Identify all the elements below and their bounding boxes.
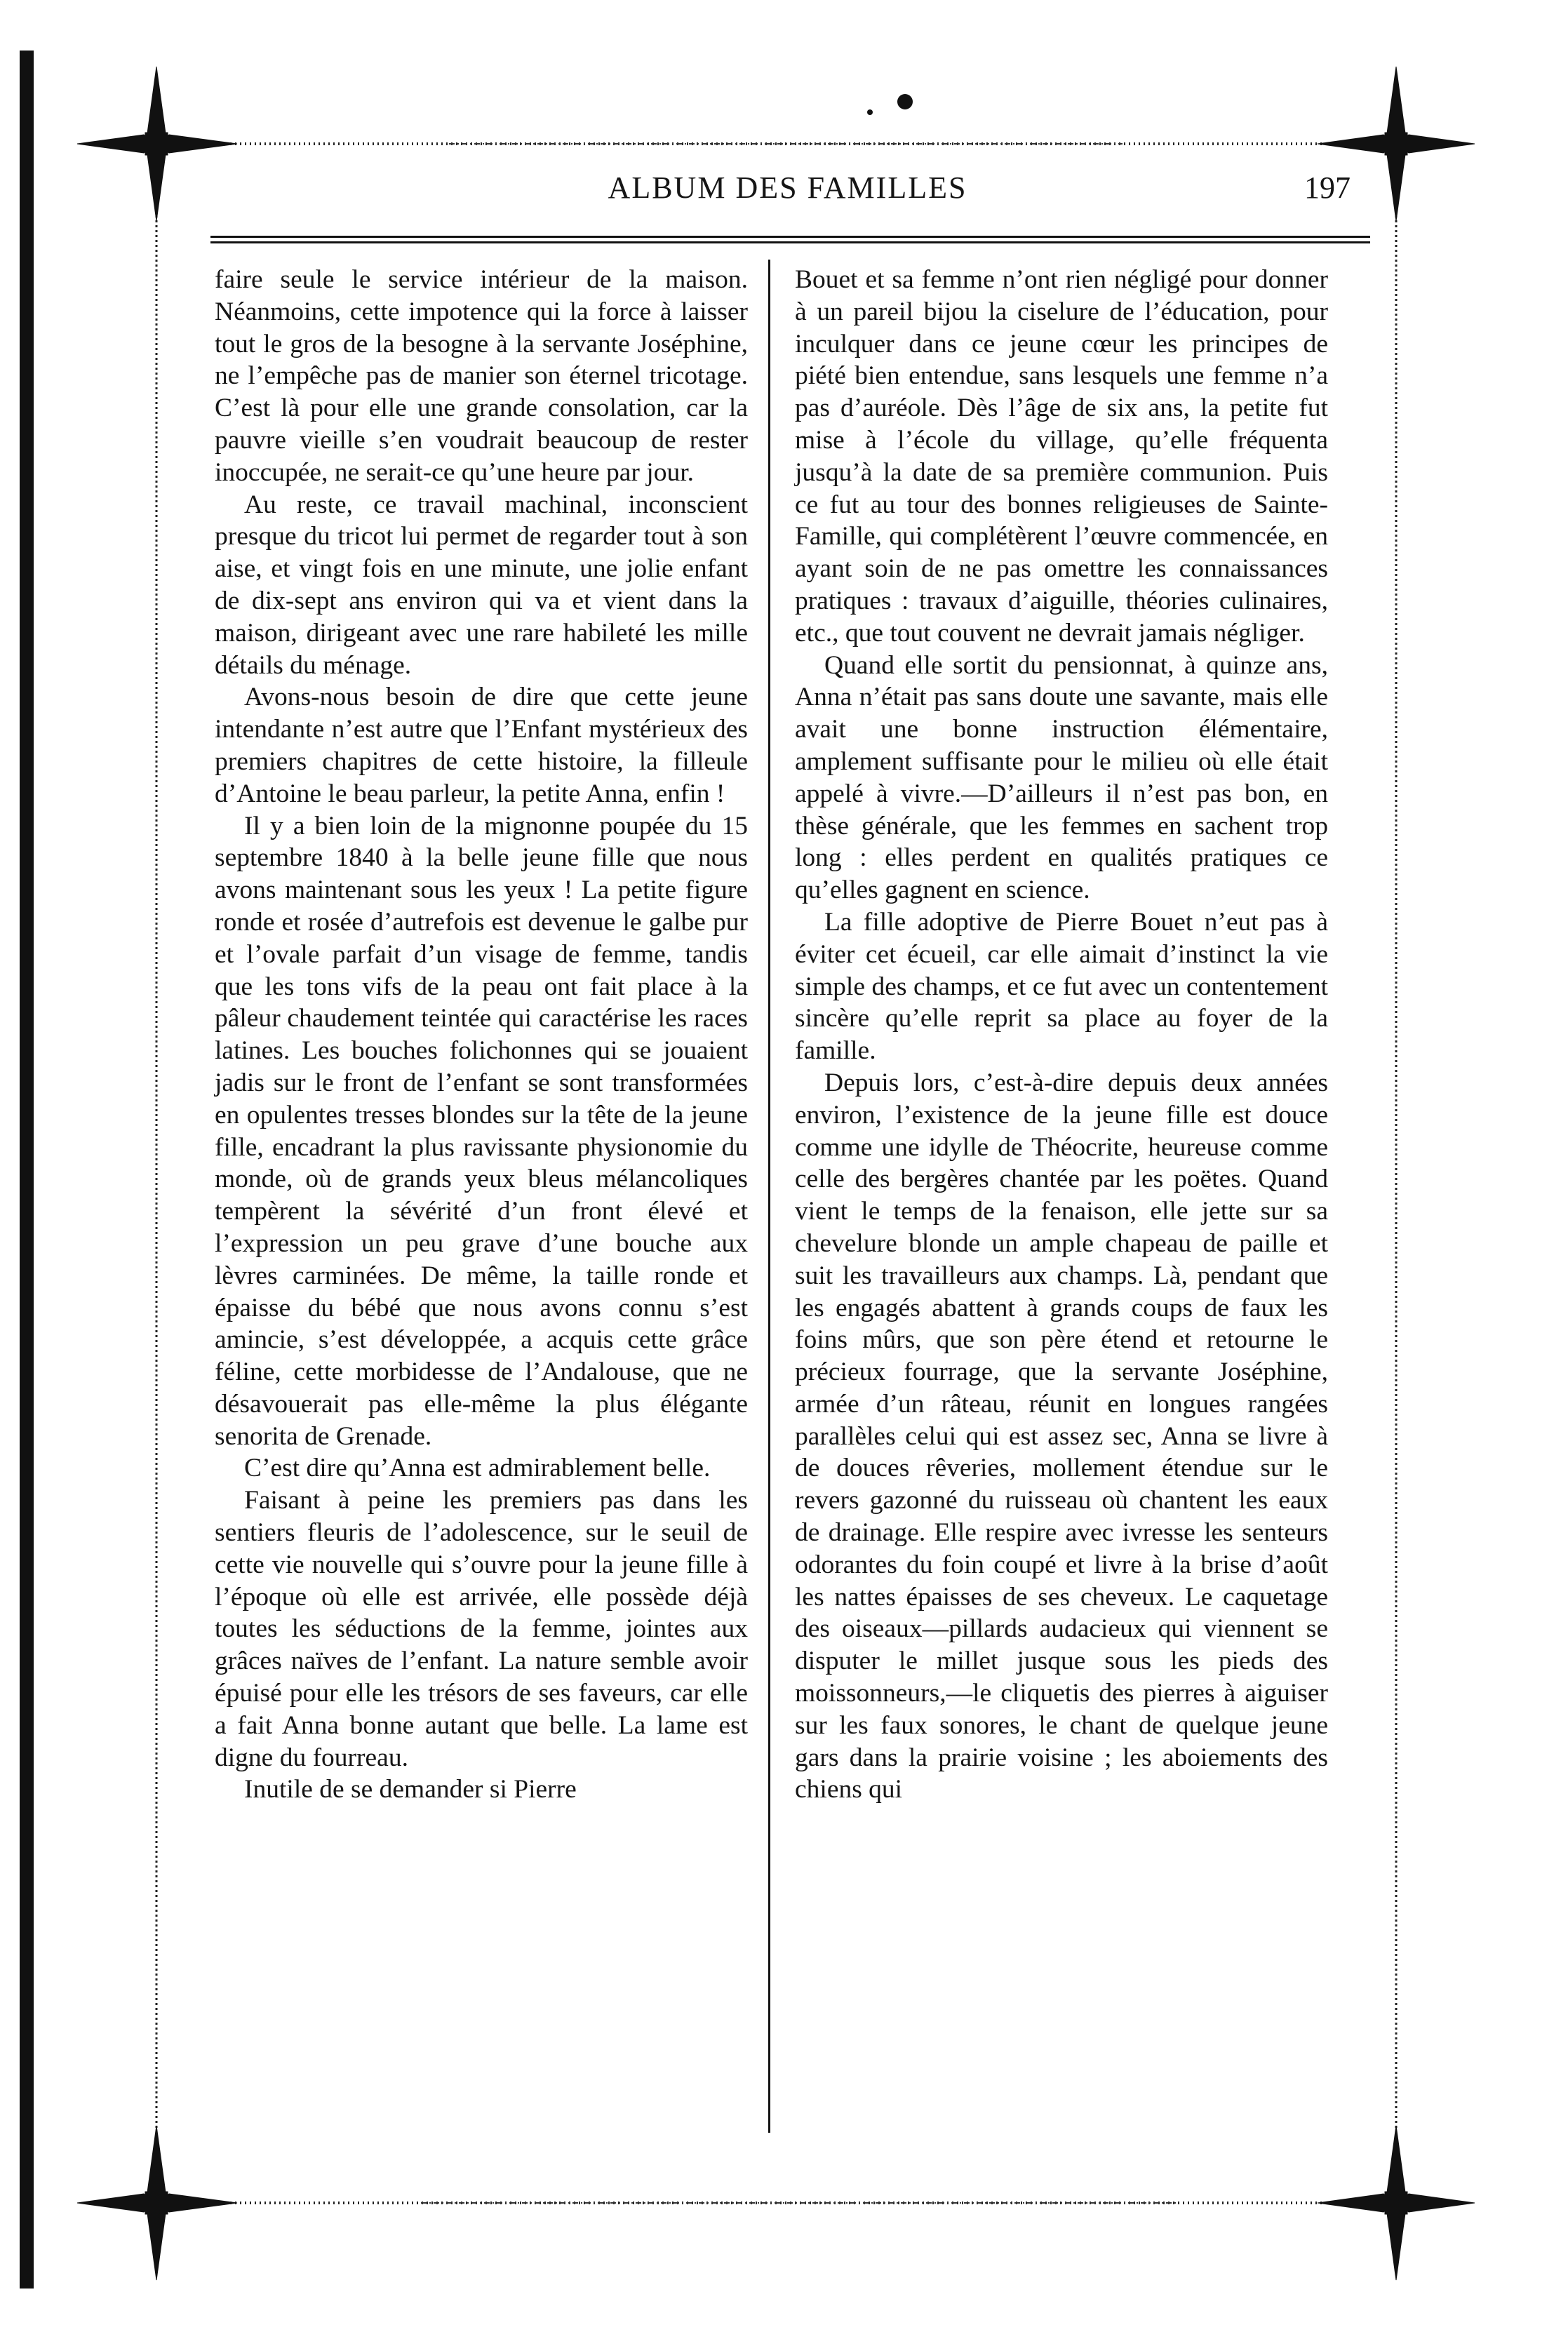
- top-border-line: [210, 94, 1368, 144]
- left-text-column: [215, 264, 748, 2130]
- corner-ornament-bottom-right: [1318, 2126, 1475, 2280]
- paragraph: Au reste, ce travail machinal, inconscient presque du tricot lui permet de regarder tout à son aise, et vingt fois en une minute, une jolie enfant de dix-sept ans environ qui va et vient dans la maison, dirigeant avec une rare habileté les mille détails du ménage.: [215, 490, 748, 680]
- right-text-column: [795, 264, 1328, 2130]
- paragraph: Depuis lors, c’est-à-dire depuis deux années environ, l’existence de la jeune fille est douce comme une idylle de Théocrite, heureuse comme celle des bergères chantée par les poëtes. Quand vient le temps de la fenaison, elle jette sur sa chevelure blonde un ample chapeau de paille et suit les travailleurs aux champs. Là, pendant que les engagés abattent à grands coups de faux les foins mûrs, que son père étend et retourne le précieux fourrage, que la servante Joséphine, armée d’un râteau, réunit en longues rangées parallèles celui qui est assez sec, Anna se livre à de douces rêveries, mollement étendue sur le revers gazonné du ruisseau où chantent les eaux de drainage. Elle respire avec ivresse les senteurs odorantes du foin coupé et livre à la brise d’août les nattes épaisses de ses cheveux. Le caquetage des oiseaux—pillards audacieux qui viennent se disputer le millet jusque sous les pieds des moissonneurs,—le cliquetis des pierres à aiguiser sur les faux sonores, le chant de quelque jeune gars dans la prairie voisine ; les aboiements des chiens qui: [795, 1068, 1328, 1804]
- paragraph: Quand elle sortit du pensionnat, à quinze ans, Anna n’était pas sans doute une savante, mais elle avait une bonne instruction élémentaire, amplement suffisante pour le milieu où elle était appelé à vivre.—D’ailleurs il n’est pas bon, en thèse générale, que les femmes en sachent trop long : elles perdent en qualités pratiques ce qu’elles gagnent en science.: [795, 650, 1328, 905]
- paragraph: faire seule le service intérieur de la maison. Néanmoins, cette impotence qui la force à laisser tout le gros de la besogne à la servante Joséphine, ne l’empêche pas de manier son éternel tricotage. C’est là pour elle une grande consolation, car la pauvre vieille s’en voudrait beaucoup de rester inoccupée, ne serait-ce qu’une heure par jour.: [215, 265, 748, 487]
- header-rule-lower: [210, 241, 1370, 243]
- page-number: 197: [1304, 170, 1351, 205]
- header-rule-upper: [210, 236, 1370, 238]
- corner-ornament-bottom-left: [77, 2126, 237, 2280]
- column-divider: [768, 260, 770, 2133]
- paragraph: La fille adoptive de Pierre Bouet n’eut pas à éviter cet écueil, car elle aimait d’instinct la vie simple des champs, et ce fut avec un contentement sincère qu’elle reprit sa place au foyer de la famille.: [795, 907, 1328, 1066]
- running-header: [210, 170, 1365, 219]
- paragraph: Il y a bien loin de la mignonne poupée du 15 septembre 1840 à la belle jeune fille que nous avons maintenant sous les yeux ! La petite figure ronde et rosée d’autrefois est devenue le galbe pur et l’ovale parfait d’un visage de femme, tandis que les tons vifs de la peau ont fait place à la pâleur chaudement teintée qui caractérise les races latines. Les bouches folichonnes qui se jouaient jadis sur le front de l’enfant se sont transformées en opulentes tresses blondes sur la tête de la jeune fille, encadrant la plus ravissante physionomie du monde, où de grands yeux bleus mélancoliques tempèrent la sévérité d’un front élevé et l’expression un peu grave d’une bouche aux lèvres carminées. De même, la taille ronde et épaisse du bébé que nous avons connu s’est amincie, s’est développée, a acquis cette grâce féline, cette morbidesse de l’Andalouse, que ne désavouerait pas elle-même la plus élégante senorita de Grenade.: [215, 811, 748, 1451]
- paragraph: Faisant à peine les premiers pas dans les sentiers fleuris de l’adolescence, sur le seuil de cette vie nouvelle qui s’ouvre pour la jeune fille à l’époque où elle est arrivée, elle possède déjà toutes les séductions de la femme, jointes aux grâces naïves de l’enfant. La nature semble avoir épuisé pour elle les trésors de ses faveurs, car elle a fait Anna bonne autant que belle. La lame est digne du fourreau.: [215, 1486, 748, 1772]
- paragraph: Inutile de se demander si Pierre: [244, 1775, 577, 1804]
- paragraph: Bouet et sa femme n’ont rien négligé pour donner à un pareil bijou la ciselure de l’éducation, pour inculquer dans ce jeune cœur les principes de piété bien entendue, sans lesquels une femme n’a pas d’auréole. Dès l’âge de six ans, la petite fut mise à l’école du village, qu’elle fréquenta jusqu’à la date de sa première communion. Puis ce fut au tour des bonnes religieuses de Sainte-Famille, qui complétèrent l’œuvre commencée, en ayant soin de ne pas omettre les connaissances pratiques : travaux d’aiguille, théories culinaires, etc., que tout couvent ne devrait jamais négliger.: [795, 265, 1328, 648]
- paragraph: Avons-nous besoin de dire que cette jeune intendante n’est autre que l’Enfant mystérieux des premiers chapitres de cette histoire, la filleule d’Antoine le beau parleur, la petite Anna, enfin !: [215, 683, 748, 808]
- running-title: ALBUM DES FAMILLES: [608, 170, 967, 205]
- paragraph: C’est dire qu’Anna est admirablement belle.: [244, 1454, 711, 1483]
